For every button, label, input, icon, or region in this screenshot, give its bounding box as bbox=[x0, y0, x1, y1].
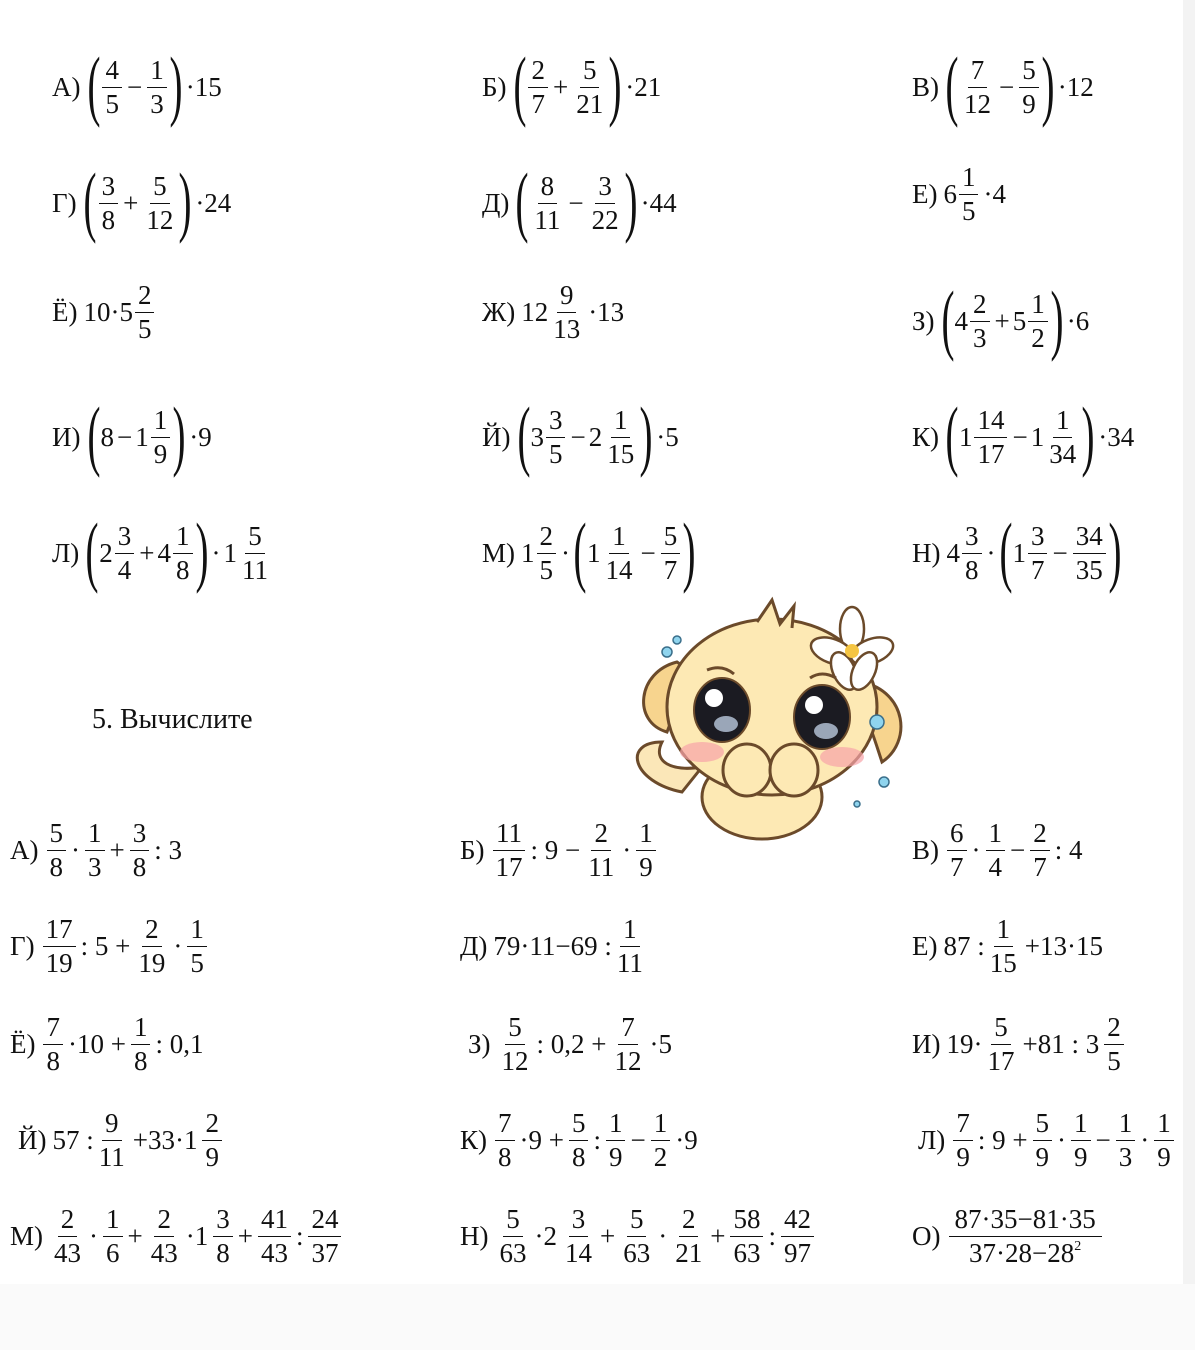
exercise-label: Й) bbox=[482, 421, 511, 452]
exercise5-d: Д) 79·11−69 : $\frac{1}{11}$ bbox=[460, 914, 643, 978]
exercise-label: Б) bbox=[482, 71, 507, 102]
exercise-label: Й) bbox=[18, 1125, 47, 1155]
exercise-label: О) bbox=[912, 1221, 941, 1251]
exercise5-z: З) $\frac{5}{12}$ : 0,2 + $\frac{7}{12}$ ·5 bbox=[468, 1012, 673, 1076]
exercise-ikr: Й) ( 3 $\frac{3}{5}$ − 2 $\frac{1}{15}$ ) ·5 bbox=[482, 391, 679, 478]
exercise-zh: Ж) 12 $\frac{9}{13}$ ·13 bbox=[482, 280, 625, 344]
exercise-label: Л) bbox=[918, 1125, 946, 1155]
exercise-label: Д) bbox=[460, 931, 488, 961]
exercise-label: В) bbox=[912, 835, 939, 865]
exercise5-ikr: Й) 57 : $\frac{9}{11}$ +33·1 $\frac{2}{9}$ bbox=[18, 1110, 224, 1171]
exercise5-n: Н) $\frac{5}{63}$ ·2 $\frac{3}{14}$ + $\frac{5}{63}$ · $\frac{2}{21}$ + $\frac{58}{63}$ : $\frac{42}{97}$ bbox=[460, 1206, 816, 1267]
exercise-i: И) ( 8 − 1 $\frac{1}{9}$ ) ·9 bbox=[52, 391, 212, 478]
exercise-label: И) bbox=[912, 1029, 941, 1059]
exercise-label: В) bbox=[912, 71, 939, 102]
exercise-label: З) bbox=[912, 305, 935, 336]
exercise-label: И) bbox=[52, 421, 81, 452]
exercise-label: З) bbox=[468, 1029, 491, 1059]
exercise5-e: Е) 87 : $\frac{1}{15}$ +13·15 bbox=[912, 914, 1103, 978]
exercise-label: Г) bbox=[10, 931, 35, 961]
exercise5-yo: Ё) $\frac{7}{8}$ ·10 + $\frac{1}{8}$ : 0,1 bbox=[10, 1012, 204, 1076]
exercise5-o: О) $\frac{87\cdot 35-81\cdot 35}{37\cdot 28-28^2}$ bbox=[912, 1206, 1104, 1267]
exercise-label: Е) bbox=[912, 179, 938, 209]
exercise-label: А) bbox=[10, 835, 39, 865]
exercise-l: Л) ( 2 $\frac{3}{4}$ + 4 $\frac{1}{8}$ ) · 1 $\frac{5}{11}$ bbox=[52, 507, 269, 594]
exercise5-m: М) $\frac{2}{43}$ · $\frac{1}{6}$ + $\frac{2}{43}$ ·1 $\frac{3}{8}$ + $\frac{41}{43}$ : $\frac{24}{37}$ bbox=[10, 1206, 343, 1267]
exercise-label: Д) bbox=[482, 187, 510, 218]
exercise-g: Г) ( $\frac{3}{8}$ + $\frac{5}{12}$ ) ·24 bbox=[52, 157, 232, 244]
page-bottom-edge bbox=[0, 1284, 1195, 1350]
exercise-label: Е) bbox=[912, 931, 938, 961]
exercise-label: Ё) bbox=[52, 297, 78, 327]
exercise-z: З) ( 4 $\frac{2}{3}$ + 5 $\frac{1}{2}$ ) ·6 bbox=[912, 275, 1090, 362]
exercise-k: К) ( 1 $\frac{14}{17}$ − 1 $\frac{1}{34}$ ) ·34 bbox=[912, 391, 1135, 478]
exercise-label: К) bbox=[460, 1125, 487, 1155]
exercise-label: Г) bbox=[52, 187, 77, 218]
exercise5-v: В) $\frac{6}{7}$ · $\frac{1}{4}$ − $\frac{2}{7}$ : 4 bbox=[912, 818, 1083, 882]
exercise-label: М) bbox=[482, 537, 515, 568]
exercise5-l: Л) $\frac{7}{9}$ : 9 + $\frac{5}{9}$ · $\frac{1}{9}$ − $\frac{1}{3}$ · $\frac{1}{9}$ bbox=[918, 1110, 1176, 1171]
exercise-label: Н) bbox=[912, 537, 941, 568]
exercise5-k: К) $\frac{7}{8}$ ·9 + $\frac{5}{8}$ : $\frac{1}{9}$ − $\frac{1}{2}$ ·9 bbox=[460, 1108, 698, 1172]
exercise-label: Ж) bbox=[482, 297, 516, 327]
exercise-label: Б) bbox=[460, 835, 485, 865]
exercise-a: А) ( $\frac{4}{5}$ − $\frac{1}{3}$ ) ·15 bbox=[52, 41, 222, 128]
page-right-edge bbox=[1183, 0, 1195, 1350]
exercise5-i: И) 19· $\frac{5}{17}$ +81 : 3 $\frac{2}{5}$ bbox=[912, 1014, 1126, 1075]
exercise-label: А) bbox=[52, 71, 81, 102]
crying-puppy-sticker-icon bbox=[622, 592, 922, 852]
exercise-label: Л) bbox=[52, 537, 80, 568]
exercise-yo: Ё) 10·5 $\frac{2}{5}$ bbox=[52, 282, 156, 343]
exercise-n: Н) 4 $\frac{3}{8}$ · ( 1 $\frac{3}{7}$ − $\frac{34}{35}$ ) bbox=[912, 507, 1122, 594]
exercise5-b: Б) $\frac{11}{17}$ : 9 − $\frac{2}{11}$ · $\frac{1}{9}$ bbox=[460, 820, 658, 881]
exercise5-a: А) $\frac{5}{8}$ · $\frac{1}{3}$ + $\frac{3}{8}$ : 3 bbox=[10, 818, 182, 882]
exercise-label: К) bbox=[912, 421, 939, 452]
exercise-e: Е) 6 $\frac{1}{5}$ ·4 bbox=[912, 162, 1006, 226]
exercise-b: Б) ( $\frac{2}{7}$ + $\frac{5}{21}$ ) ·21 bbox=[482, 41, 662, 128]
exercise-v: В) ( $\frac{7}{12}$ − $\frac{5}{9}$ ) ·12 bbox=[912, 41, 1094, 128]
exercise-label: Ё) bbox=[10, 1029, 36, 1059]
exercise-d: Д) ( $\frac{8}{11}$ − $\frac{3}{22}$ ) ·44 bbox=[482, 157, 677, 244]
section-title: 5. Вычислите bbox=[92, 704, 253, 735]
exercise-label: М) bbox=[10, 1221, 43, 1251]
exercise-m: М) 1 $\frac{2}{5}$ · ( 1 $\frac{1}{14}$ − $\frac{5}{7}$ ) bbox=[482, 507, 696, 594]
exercise5-g: Г) $\frac{17}{19}$ : 5 + $\frac{2}{19}$ · $\frac{1}{5}$ bbox=[10, 916, 209, 977]
exercise-label: Н) bbox=[460, 1221, 489, 1251]
